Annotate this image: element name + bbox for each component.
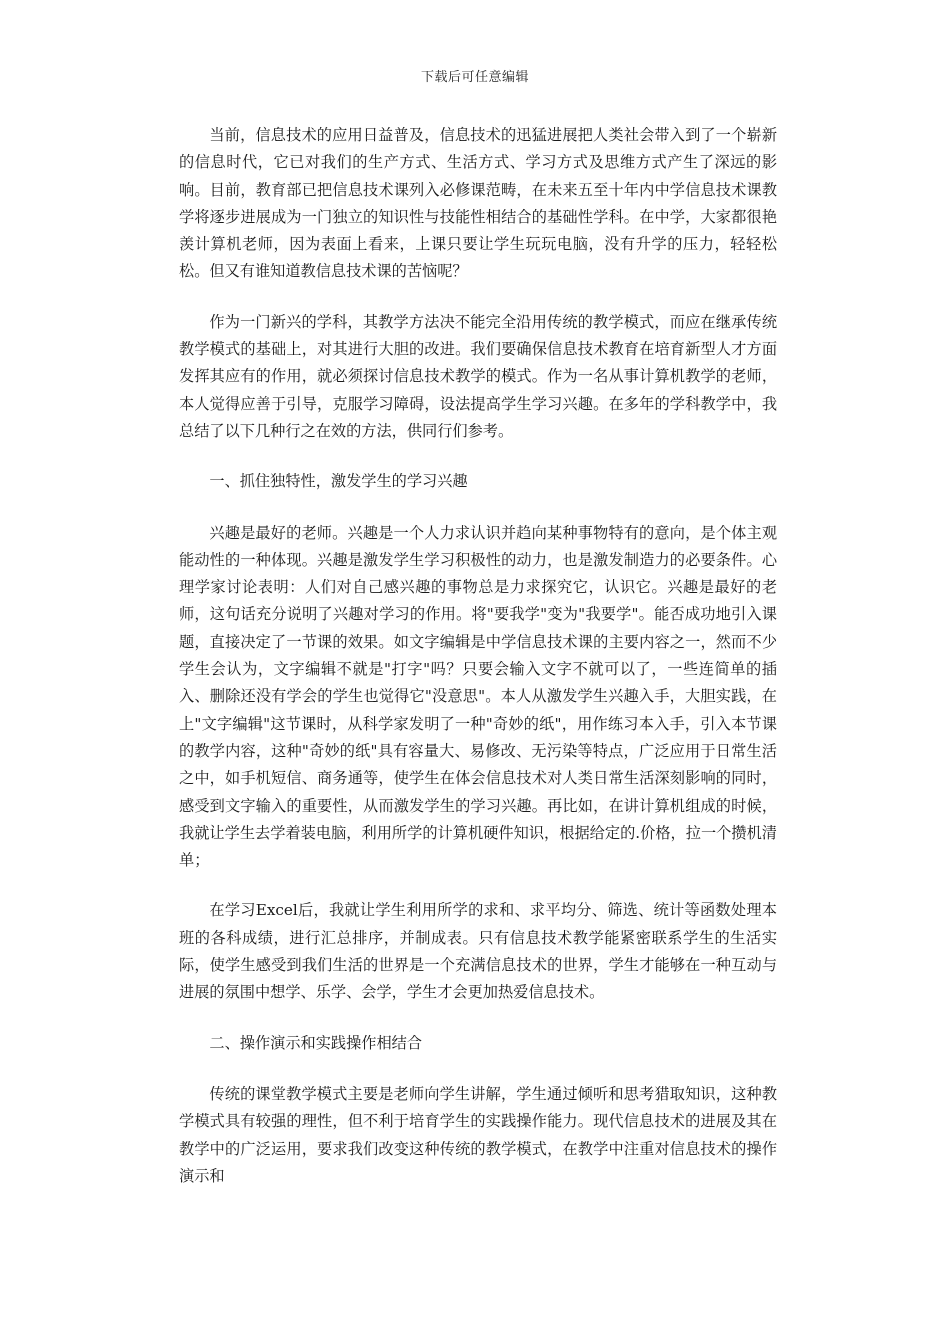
- paragraph-teaching-method: 作为一门新兴的学科，其教学方法决不能完全沿用传统的教学模式，而应在继承传统教学模式的基础上，对其进行大胆的改进。我们要确保信息技术教育在培育新型人才方面发挥其应有的作用，就必须探讨信息技术教学的模式。作为一名从事计算机教学的老师，本人觉得应善于引导，克服学习障碍，设法提高学生学习兴趣。在多年的学科教学中，我总结了以下几种行之在效的方法，供同行们参考。: [179, 312, 777, 440]
- document-body: [179, 122, 777, 1213]
- paragraph-excel: 在学习Excel后，我就让学生利用所学的求和、求平均分、筛选、统计等函数处理本班的各科成绩，进行汇总排序，并制成表。只有信息技术教学能紧密联系学生的生活实际，使学生感受到我们生活的世界是一个充满信息技术的世界，学生才能够在一种互动与进展的氛围中想学、乐学、会学，学生才会更加热爱信息技术。: [179, 901, 777, 1002]
- paragraph-interest: 兴趣是最好的老师。兴趣是一个人力求认识并趋向某种事物特有的意向，是个体主观能动性的一种体现。兴趣是激发学生学习积极性的动力，也是激发制造力的必要条件。心理学家讨论表明：人们对自己感兴趣的事物总是力求探究它，认识它。兴趣是最好的老师，这句话充分说明了兴趣对学习的作用。将"要我学"变为"我要学"。能否成功地引入课题，直接决定了一节课的效果。如文字编辑是中学信息技术课的主要内容之一，然而不少学生会认为，文字编辑不就是"打字"吗？只要会输入文字不就可以了，一些连简单的插入、删除还没有学会的学生也觉得它"没意思"。本人从激发学生兴趣入手，大胆实践，在上"文字编辑"这节课时，从科学家发明了一种"奇妙的纸"，用作练习本入手，引入本节课的教学内容，这种"奇妙的纸"具有容量大、易修改、无污染等特点，广泛应用于日常生活之中，如手机短信、商务通等，使学生在体会信息技术对人类日常生活深刻影响的同时，感受到文字输入的重要性，从而激发学生的学习兴趣。再比如，在讲计算机组成的时候，我就让学生去学着装电脑，利用所学的计算机硬件知识，根据给定的.价格，拉一个攒机清单；: [179, 523, 777, 870]
- page-header-note: 下载后可任意编辑: [420, 70, 529, 85]
- section-heading-1: 一、抓住独特性，激发学生的学习兴趣: [209, 472, 468, 491]
- paragraph-intro: 当前，信息技术的应用日益普及，信息技术的迅猛进展把人类社会带入到了一个崭新的信息时代，它已对我们的生产方式、生活方式、学习方式及思维方式产生了深远的影响。目前，教育部已把信息技术课列入必修课范畴，在未来五至十年内中学信息技术课教学将逐步进展成为一门独立的知识性与技能性相结合的基础性学科。在中学，大家都很艳羡计算机老师，因为表面上看来，上课只要让学生玩玩电脑，没有升学的压力，轻轻松松。但又有谁知道教信息技术课的苦恼呢？: [179, 126, 777, 281]
- paragraph-traditional-mode: 传统的课堂教学模式主要是老师向学生讲解，学生通过倾听和思考猎取知识，这种教学模式具有较强的理性，但不利于培育学生的实践操作能力。现代信息技术的进展及其在教学中的广泛运用，要求我们改变这种传统的教学模式，在教学中注重对信息技术的操作演示和: [179, 1084, 777, 1185]
- section-heading-2: 二、操作演示和实践操作相结合: [209, 1033, 423, 1052]
